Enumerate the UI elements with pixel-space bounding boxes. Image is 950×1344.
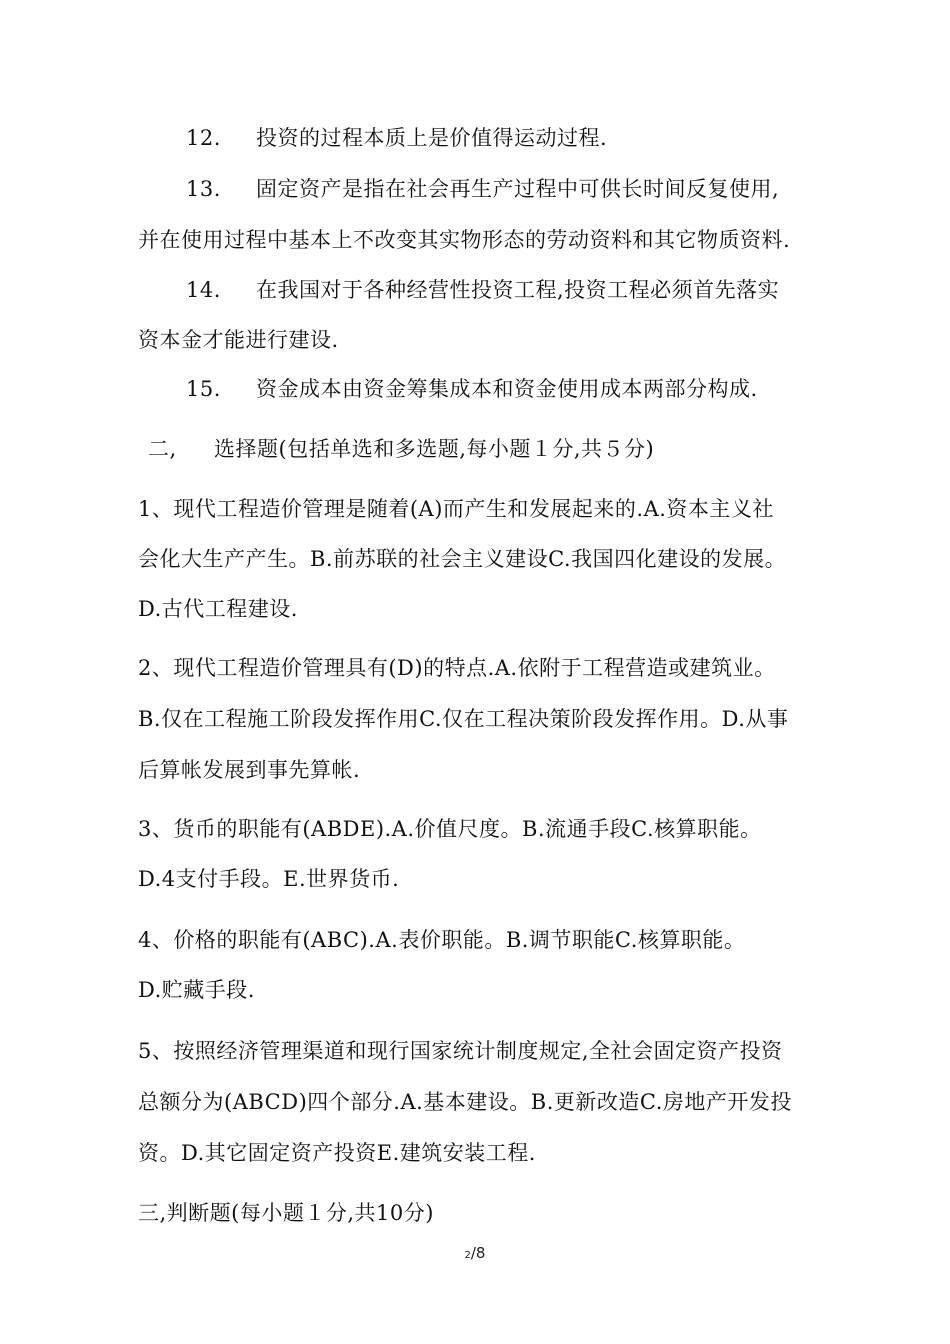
section-title: 选择题(包括单选和多选题,每小题１分,共５分) <box>214 437 655 461</box>
choice-line: 后算帐发展到事先算帐. <box>138 758 361 782</box>
item-number: 13. <box>186 177 221 201</box>
choice-line: 1、现代工程造价管理是随着(A)而产生和发展起来的.A.资本主义社 <box>138 497 774 521</box>
tf-item-12 <box>186 124 607 152</box>
choice-line: D.4支付手段。E.世界货币. <box>138 867 400 891</box>
item-text: 资金成本由资金筹集成本和资金使用成本两部分构成. <box>256 377 758 401</box>
page-total: /8 <box>470 1244 486 1262</box>
section-number: 二, <box>148 437 177 461</box>
section-heading-judgement: 三,判断题(每小题１分,共10分) <box>138 1201 434 1225</box>
item-number: 15. <box>186 377 221 401</box>
tf-item-13 <box>186 175 779 203</box>
tf-item-14-continuation: 资本金才能进行建设. <box>138 328 339 352</box>
choice-line: D.贮藏手段. <box>138 978 255 1002</box>
choice-line: D.古代工程建设. <box>138 597 298 621</box>
choice-line: 3、货币的职能有(ABDE).A.价值尺度。B.流通手段C.核算职能。 <box>138 817 762 841</box>
choice-line: 总额分为(ABCD)四个部分.A.基本建设。B.更新改造C.房地产开发投 <box>138 1090 792 1114</box>
choice-line: 5、按照经济管理渠道和现行国家统计制度规定,全社会固定资产投资 <box>138 1039 783 1063</box>
item-number: 12. <box>186 126 221 150</box>
item-number: 14. <box>186 278 221 302</box>
item-text: 在我国对于各种经营性投资工程,投资工程必须首先落实 <box>256 278 780 302</box>
page-current: 2 <box>464 1250 471 1261</box>
tf-item-14 <box>186 276 779 304</box>
section-heading-choice <box>148 435 654 463</box>
item-text: 投资的过程本质上是价值得运动过程. <box>256 126 608 150</box>
choice-line: 会化大生产产生。B.前苏联的社会主义建设C.我国四化建设的发展。 <box>138 547 787 571</box>
choice-line: 资。D.其它固定资产投资E.建筑安装工程. <box>138 1141 536 1165</box>
item-text: 固定资产是指在社会再生产过程中可供长时间反复使用, <box>256 177 780 201</box>
choice-line: 2、现代工程造价管理具有(D)的特点.A.依附于工程营造或建筑业。 <box>138 656 776 680</box>
choice-line: B.仅在工程施工阶段发挥作用C.仅在工程决策阶段发挥作用。D.从事 <box>138 707 789 731</box>
choice-line: 4、价格的职能有(ABC).A.表价职能。B.调节职能C.核算职能。 <box>138 928 746 952</box>
tf-item-13-continuation: 并在使用过程中基本上不改变其实物形态的劳动资料和其它物质资料. <box>138 228 791 252</box>
page-number <box>0 1244 950 1262</box>
tf-item-15 <box>186 375 758 403</box>
